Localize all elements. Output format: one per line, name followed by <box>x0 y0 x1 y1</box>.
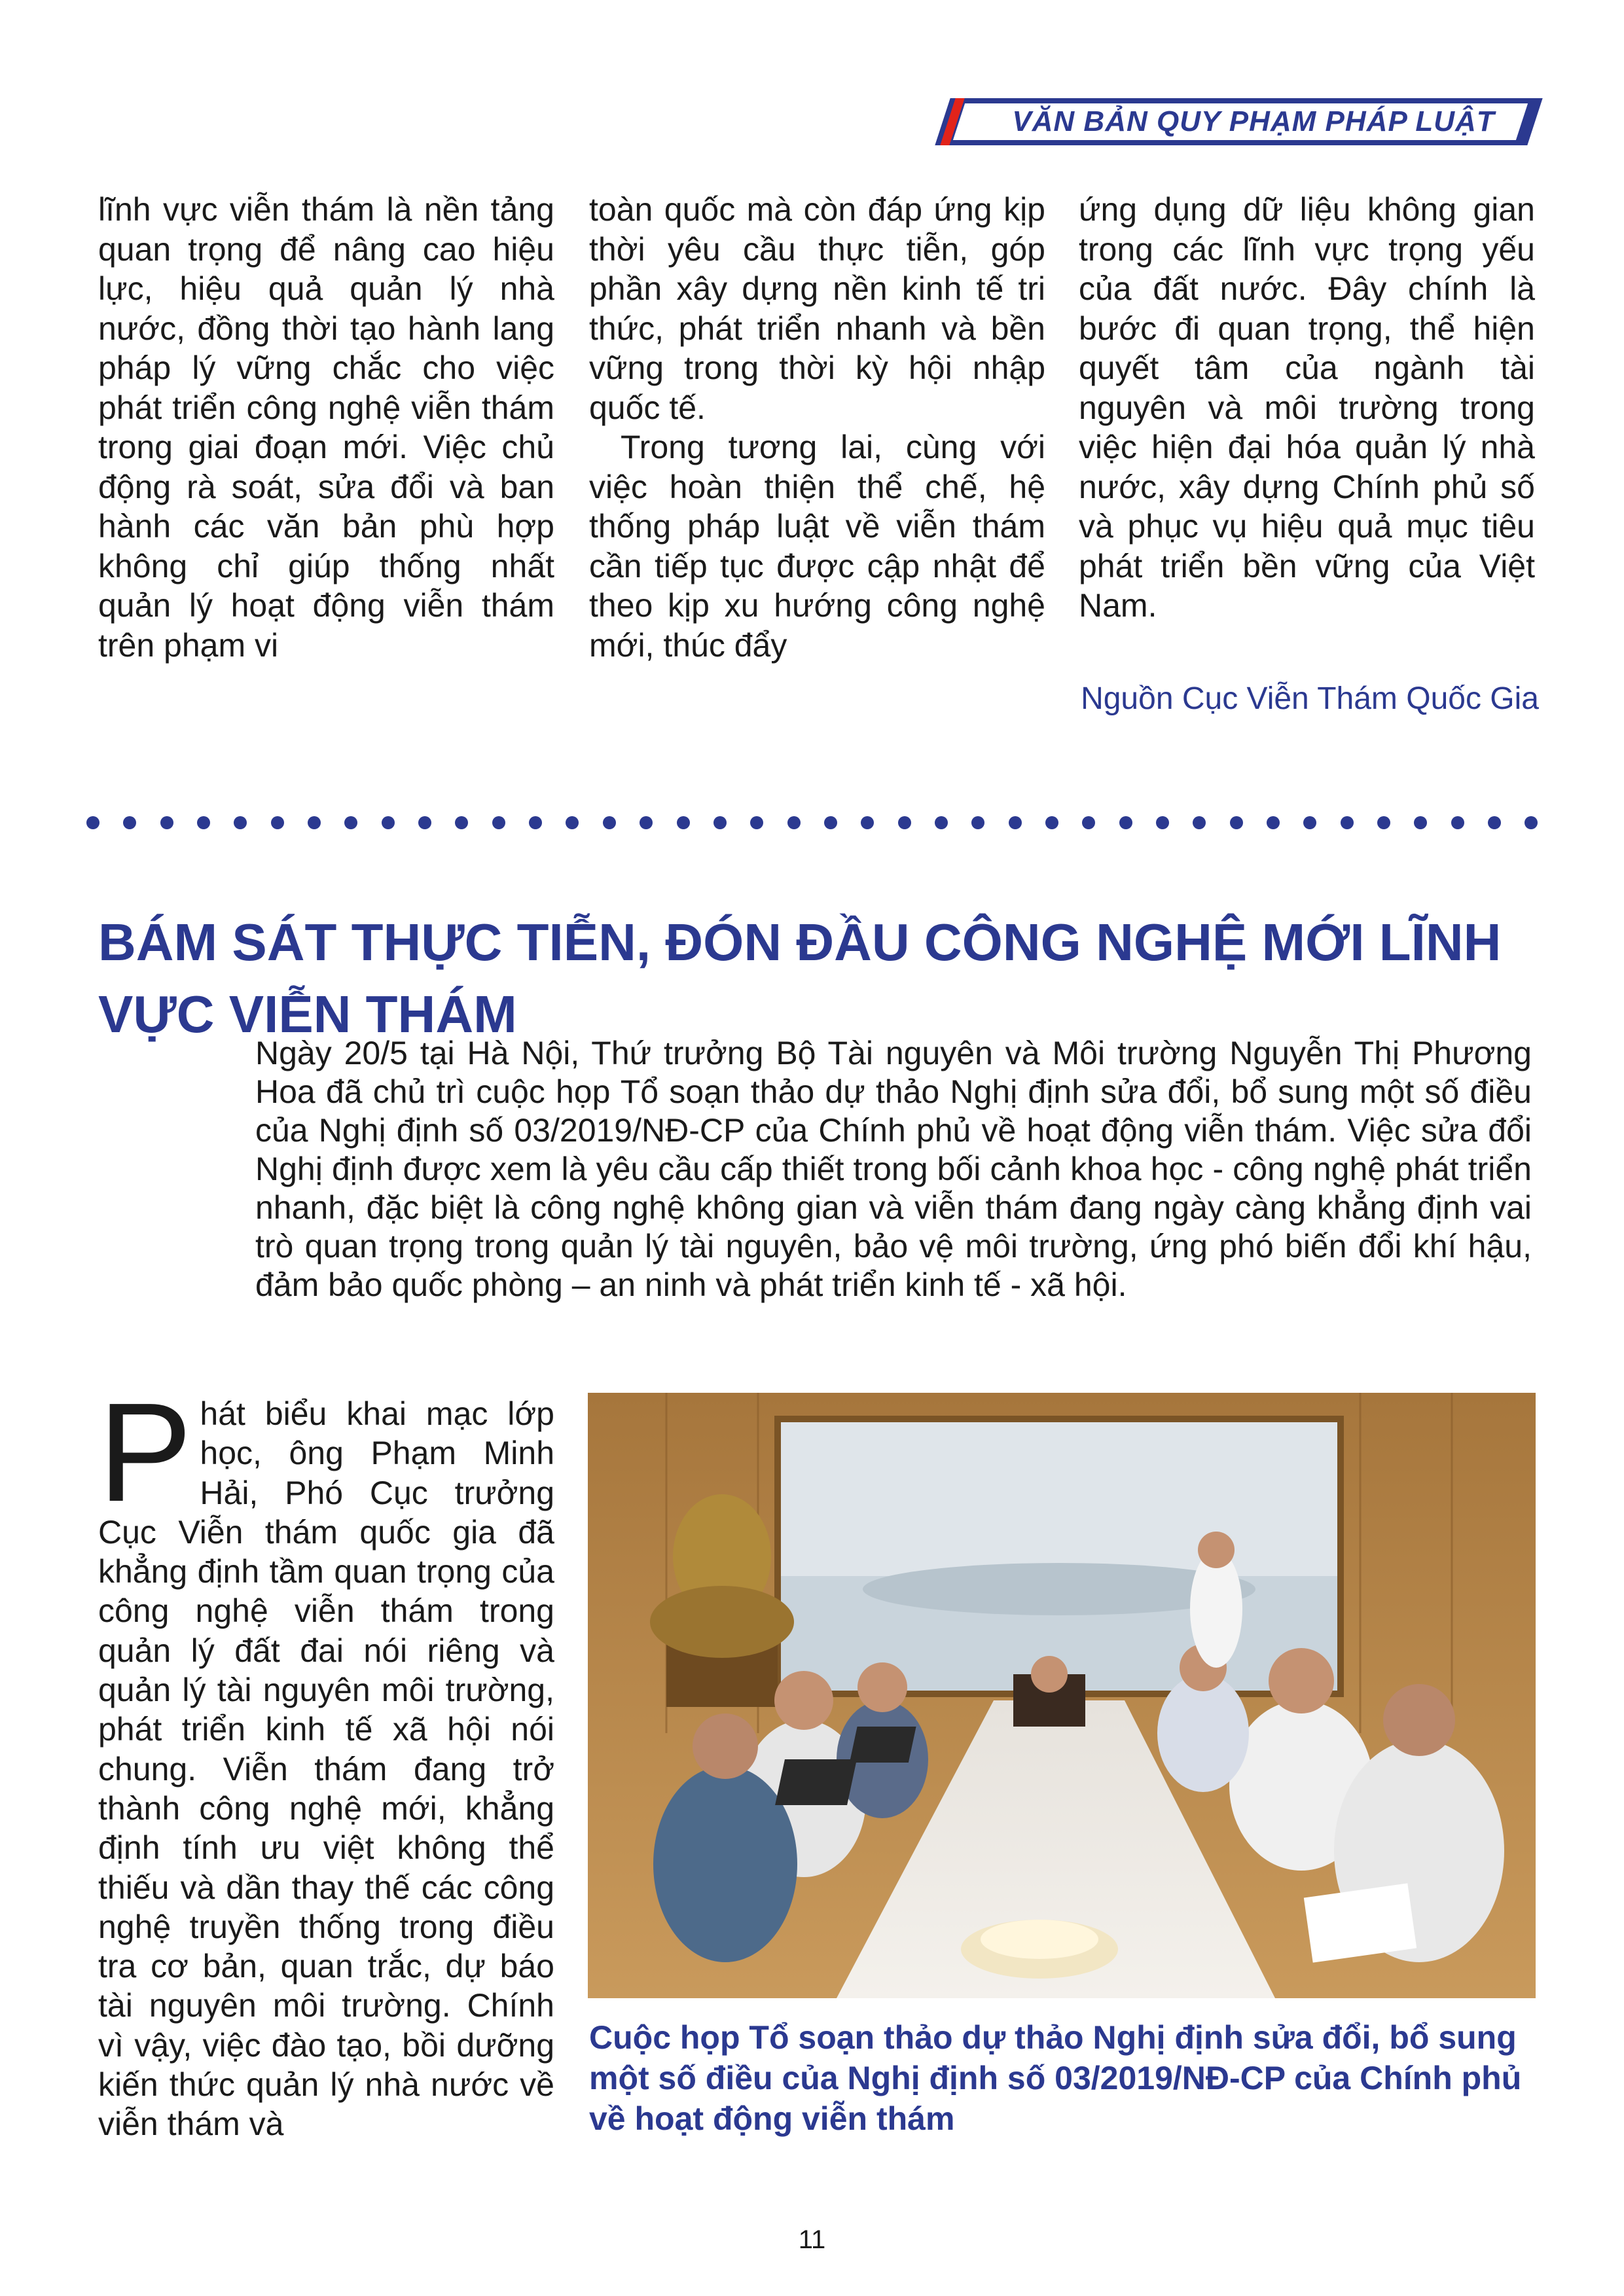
drop-cap: P <box>98 1373 192 1531</box>
column-2 <box>589 190 1045 665</box>
dotted-divider <box>86 814 1538 831</box>
column-3 <box>1079 190 1535 626</box>
article-body <box>98 1373 554 2144</box>
section-title: VĂN BẢN QUY PHẠM PHÁP LUẬT <box>1012 105 1495 137</box>
column-3-text: ứng dụng dữ liệu không gian trong các lĩnh vực trọng yếu của đất nước. Đây chính là bước đi quan trọng, thể hiện quyết tâm của ngành tài nguyên và môi trường trong việc hiện đại hóa quản lý nhà nước, xây dựng Chính phủ số và phục vụ hiệu quả mục tiêu phát triển bền vững của Việt Nam. <box>1079 191 1535 624</box>
column-2-paragraph-2: Trong tương lai, cùng với việc hoàn thiện thể chế, hệ thống pháp luật về viễn thám cần tiếp tục được cập nhật để theo kịp xu hướng công nghệ mới, thúc đẩy <box>589 429 1045 664</box>
column-1 <box>98 190 554 665</box>
article-lead: Ngày 20/5 tại Hà Nội, Thứ trưởng Bộ Tài nguyên và Môi trường Nguyễn Thị Phương Hoa đã chủ trì cuộc họp Tổ soạn thảo dự thảo Nghị định sửa đổi, bổ sung một số điều của Nghị định số 03/2019/NĐ-CP của Chính phủ về hoạt động viễn thám. Việc sửa đổi Nghị định được xem là yêu cầu cấp thiết trong bối cảnh khoa học - công nghệ phát triển nhanh, đặc biệt là công nghệ không gian và viễn thám đang ngày càng khẳng định vai trò quan trọng trong quản lý tài nguyên, bảo vệ môi trường, ứng phó biến đổi khí hậu, đảm bảo quốc phòng – an ninh và phát triển kinh tế - xã hội. <box>255 1035 1532 1303</box>
photo-caption: Cuộc họp Tổ soạn thảo dự thảo Nghị định sửa đổi, bổ sung một số điều của Nghị định số 03/2019/NĐ-CP của Chính phủ về hoạt động viễn thám <box>589 2019 1522 2137</box>
article-headline: BÁM SÁT THỰC TIỄN, ĐÓN ĐẦU CÔNG NGHỆ MỚI LĨNH VỰC VIỄN THÁM <box>98 913 1502 1043</box>
article-body-text: hát biểu khai mạc lớp học, ông Phạm Minh Hải, Phó Cục trưởng Cục Viễn thám quốc gia đã khẳng định tầm quan trọng của công nghệ viễn thám trong quản lý đất đai nói riêng và quản lý tài nguyên môi trường, phát triển kinh tế xã hội nói chung. Viễn thám đang trở thành công nghệ mới, khẳng định tính ưu việt không thể thiếu và dần thay thế các công nghệ truyền thống trong điều tra cơ bản, quan trắc, dự báo tài nguyên môi trường. Chính vì vậy, việc đào tạo, bồi dưỡng kiến thức quản lý nhà nước về viễn thám và <box>98 1395 554 2143</box>
column-1-text: lĩnh vực viễn thám là nền tảng quan trọng để nâng cao hiệu lực, hiệu quả quản lý nhà nước, đồng thời tạo hành lang pháp lý vững chắc cho việc phát triển công nghệ viễn thám trong giai đoạn mới. Việc chủ động rà soát, sửa đổi và ban hành các văn bản phù hợp không chỉ giúp thống nhất quản lý hoạt động viễn thám trên phạm vi <box>98 191 554 664</box>
source-credit: Nguồn Cục Viễn Thám Quốc Gia <box>1081 681 1539 716</box>
page-number: 11 <box>798 2225 826 2254</box>
meeting-photo <box>588 1393 1536 1998</box>
column-2-paragraph-1: toàn quốc mà còn đáp ứng kịp thời yêu cầu thực tiễn, góp phần xây dựng nền kinh tế tri thức, phát triển nhanh và bền vững trong thời kỳ hội nhập quốc tế. <box>589 191 1045 426</box>
meeting-photo-illustration <box>588 1393 1536 1998</box>
